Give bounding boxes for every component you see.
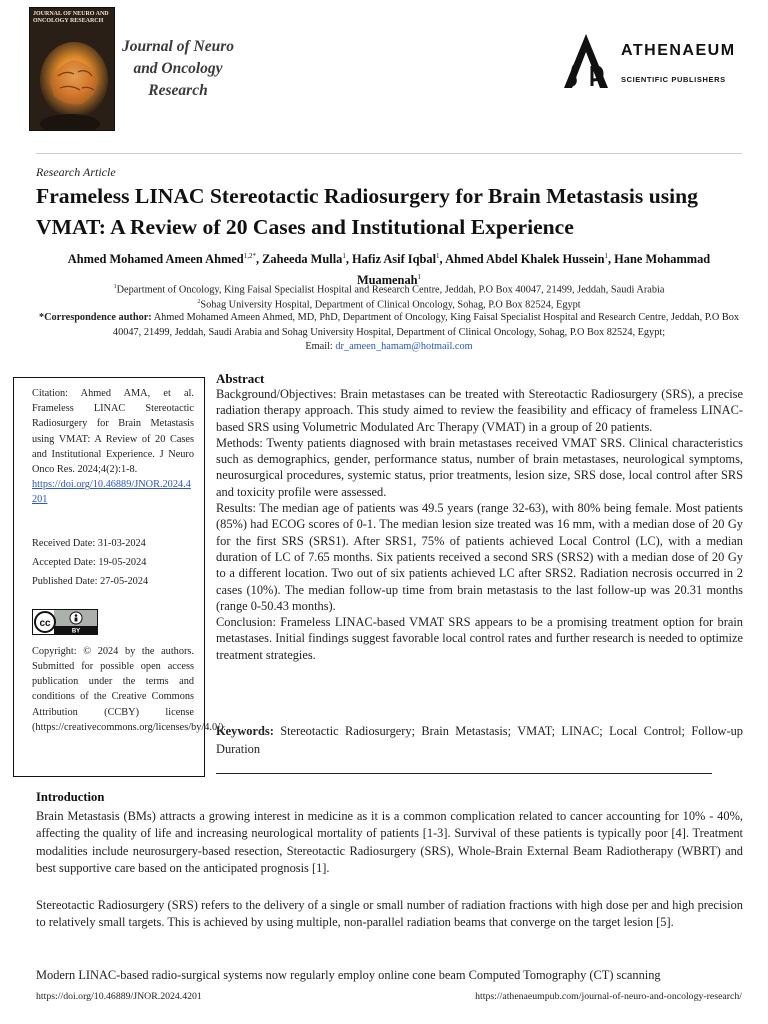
- publisher-subtitle: SCIENTIFIC PUBLISHERS: [621, 75, 726, 84]
- received-date: Received Date: 31-03-2024: [32, 537, 146, 549]
- svg-text:cc: cc: [39, 617, 51, 629]
- keywords-divider: [216, 773, 712, 774]
- correspondence-email: Email: dr_ameen_hamam@hotmail.com: [305, 341, 473, 352]
- cc-by-label: BY: [71, 628, 81, 635]
- article-type: Research Article: [36, 165, 116, 179]
- keywords: Keywords: Stereotactic Radiosurgery; Brain Metastasis; VMAT; LINAC; Local Control; Follow-up Duration: [216, 724, 743, 756]
- athenaeum-logo-icon: [556, 32, 616, 90]
- affiliation-1: $^1$Department of Oncology, King Faisal Specialist Hospital and Research Centre, Jeddah, P.O Box 40047, 21499, Jeddah, Saudi Arabia: [113, 284, 665, 296]
- publication-dates: [32, 534, 194, 591]
- header-divider: [36, 153, 742, 154]
- creative-commons-icon: [32, 609, 98, 635]
- copyright-text: Copyright: © 2024 by the authors. Submitted for possible open access publication under the terms and conditions of the Creative Commons Attribution (CCBY) license (https://creativecommons.org/licenses/by/4.0/).: [32, 645, 226, 733]
- article-title: Frameless LINAC Stereotactic Radiosurgery for Brain Metastasis using VMAT: A Review of 20 Cases and Institutional Experience: [36, 184, 698, 239]
- cover-title: JOURNAL OF NEURO AND ONCOLOGY RESEARCH: [33, 11, 109, 24]
- journal-cover: [29, 7, 115, 131]
- doi-link[interactable]: https://doi.org/10.46889/JNOR.2024.4201: [32, 479, 191, 506]
- abstract-methods: Methods: Twenty patients diagnosed with brain metastases received VMAT SRS. Clinical characteristics such as demographics, gender, performance status, number of brain metastases, neurological symptoms, neurosurgical procedures, systemic status, prior treatments, lesion size, SRS dose, local control after SRS and toxicity profile were assessed.: [216, 435, 743, 499]
- abstract-conclusion: Conclusion: Frameless LINAC-based VMAT SRS appears to be a promising treatment option for brain metastases. Initial findings suggest favorable local control rates and further research is needed to optimize treatment strategies.: [216, 615, 743, 662]
- abstract-background: Background/Objectives: Brain metastases can be treated with Stereotactic Radiosurgery (SRS), a precise radiation therapy approach. This study aimed to review the feasibility and efficacy of frameless LINAC-based SRS using Volumetric Modulated Arc Therapy (VMAT) in a group of 20 patients.: [216, 387, 743, 434]
- abstract-body: [216, 386, 743, 663]
- author-name: Hafiz Asif Iqbal: [352, 252, 437, 267]
- introduction-heading: Introduction: [36, 790, 105, 804]
- introduction-paragraph: Stereotactic Radiosurgery (SRS) refers to the delivery of a single or small number of radiation fractions with high dose per and high precision to relatively small targets. This is achieved by using multiple, non-parallel radiation beams that converge on the target lesion [5].: [36, 898, 743, 930]
- journal-name: Journal of Neuro and Oncology Research: [122, 38, 234, 99]
- email-link[interactable]: dr_ameen_hamam@hotmail.com: [335, 341, 473, 352]
- author-name: Zaheeda Mulla: [262, 252, 343, 267]
- introduction-paragraph: Modern LINAC-based radio-surgical systems now regularly employ online cone beam Computed Tomography (CT) scanning: [36, 968, 661, 982]
- correspondence: *Correspondence author: Ahmed Mohamed Ameen Ahmed, MD, PhD, Department of Oncology, King Faisal Specialist Hospital and Research Centre, Jeddah, P.O Box 40047, 21499, Jeddah, Saudi Arabia and Sohag University Hospital, Department of Clinical Oncology, Sohag, P.O Box 82524, Egypt;: [38, 312, 740, 338]
- footer-journal-link[interactable]: https://athenaeumpub.com/journal-of-neuro-and-oncology-research/: [475, 991, 742, 1002]
- author-name: Hane Mohammad Muamenah: [356, 252, 711, 288]
- introduction-paragraph: Brain Metastasis (BMs) attracts a growing interest in medicine as it is a common complication related to cancer accounting for 10% - 40%, affecting the quality of life and increasing neurological mortality of patients [1-3]. Survival of these patients is typically poor [4]. Treatment modalities include neurosurgery-based resection, Stereotactic Radiosurgery (SRS), Whole-Brain External Beam Radiotherapy (WBRT) and best supportive care based on the anticipated prognosis [1].: [36, 809, 743, 875]
- citation-sidebar: [13, 377, 226, 777]
- author-list: Ahmed Mohamed Ameen Ahmed$^{1,2*}$, Zaheeda Mulla$^1$, Hafiz Asif Iqbal$^1$, Ahmed Abdel Khalek Hussein$^1$, Hane Mohammad Muamenah$^1$: [67, 252, 711, 288]
- affiliation-2: $^2$Sohag University Hospital, Department of Clinical Oncology, Sohag, P.O Box 82524, Egypt: [197, 299, 581, 311]
- abstract-heading: Abstract: [216, 371, 265, 386]
- author-name: Ahmed Abdel Khalek Hussein: [445, 252, 605, 267]
- abstract-results: Results: The median age of patients was 49.5 years (range 32-63), with 80% being female. Most patients (85%) had ECOG scores of 0-1. The median lesion size treated was 16 mm, with a median dose of 20 Gy for the first SRS (SRS1). After SRS1, 75% of patients achieved Local Control (LC), with a median duration of LC of 7.65 months. Six patients received a second SRS (SRS2) with a median dose of 20 Gy to a different location. Two out of six patients achieved LC after SRS2. Radiation necrosis occurred in 2 cases (10%). The median follow-up time from brain metastasis to the last follow-up was 20.31 months (range 0-50.43 months).: [216, 501, 743, 613]
- published-date: Published Date: 27-05-2024: [32, 575, 149, 587]
- publisher-name: ATHENAEUM: [621, 42, 736, 59]
- citation-text: Citation: Ahmed AMA, et al. Frameless LINAC Stereotactic Radiosurgery for Brain Metastasis using VMAT: A Review of 20 Cases and Institutional Experience. J Neuro Onco Res. 2024;4(2):1-8.: [32, 388, 194, 476]
- brain-cover-image: [30, 32, 115, 131]
- author-name: Ahmed Mohamed Ameen Ahmed: [67, 252, 244, 267]
- footer-doi-link[interactable]: https://doi.org/10.46889/JNOR.2024.4201: [36, 991, 202, 1002]
- accepted-date: Accepted Date: 19-05-2024: [32, 556, 147, 568]
